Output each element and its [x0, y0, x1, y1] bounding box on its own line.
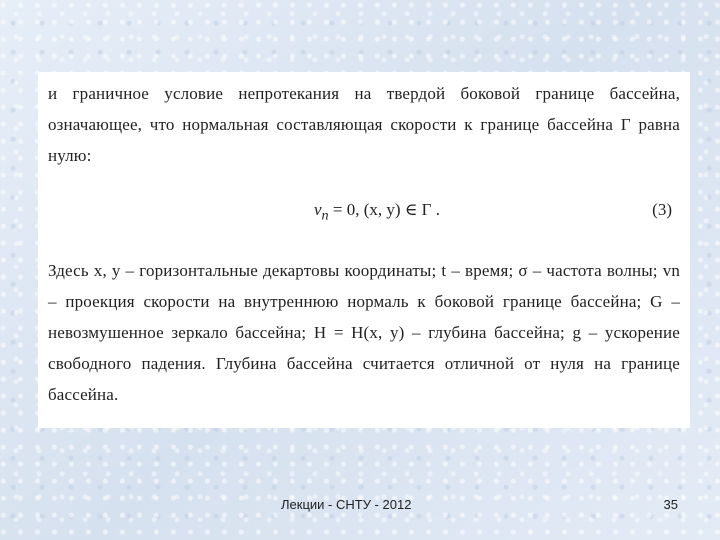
paragraph-boundary-condition: и граничное условие непротекания на твердой боковой границе бассейна, означающее, что нормальная составляющая скорости к границе бассейна Γ равна нулю:: [48, 84, 680, 165]
formula-subscript: n: [321, 207, 329, 224]
paragraph-definitions: Здесь x, y – горизонтальные декартовы координаты; t – время; σ – частота волны; vn – проекция скорости на внутреннюю нормаль к боковой границе бассейна; G – невозмушенное зеркало бассейна; H = H(x, y) – глубина бассейна; g – ускорение свободного падения. Глубина бассейна считается отличной от нуля на границе бассейна.: [48, 261, 680, 404]
formula-3: [314, 200, 440, 224]
formula-row: [48, 171, 680, 253]
equation-number: (3): [652, 200, 672, 219]
page-number: 35: [663, 497, 678, 512]
formula-v: v: [314, 200, 322, 219]
footer-text: Лекции - СНТУ - 2012: [281, 497, 412, 512]
formula-rest: = 0, (x, y) ∈ Γ .: [328, 200, 440, 219]
slide-text-image: [38, 72, 690, 428]
